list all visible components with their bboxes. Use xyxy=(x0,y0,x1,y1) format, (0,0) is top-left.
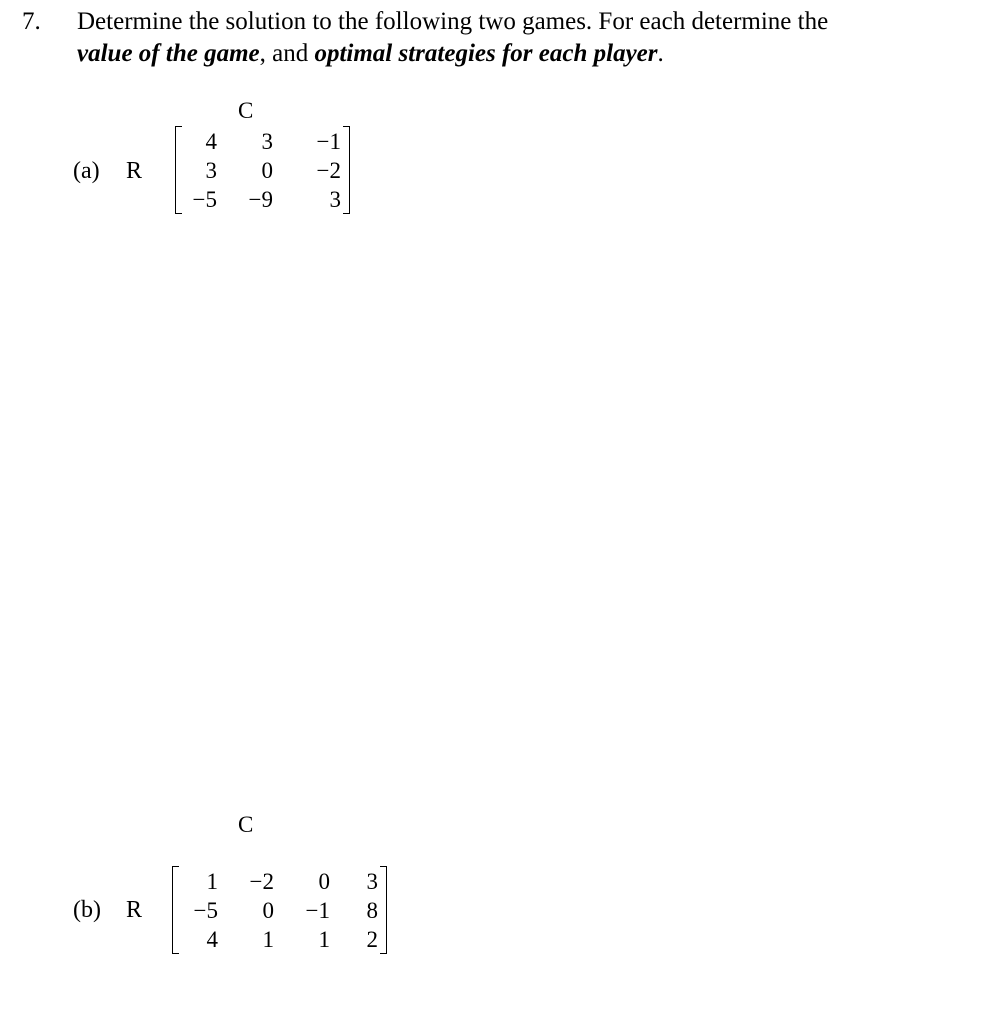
matrix-cell: −9 xyxy=(248,187,273,212)
matrix-cell: 3 xyxy=(329,187,341,212)
game-a-right-bracket xyxy=(343,126,350,214)
matrix-cell: −1 xyxy=(316,129,341,154)
matrix-cell: 3 xyxy=(205,158,217,183)
matrix-cell: −1 xyxy=(305,898,330,923)
game-b-payoff-matrix xyxy=(172,866,387,954)
game-a-row-player-label: R xyxy=(126,158,143,184)
matrix-cell: −2 xyxy=(316,158,341,183)
problem-text-line-2 xyxy=(77,40,664,68)
game-a-payoff-matrix xyxy=(175,126,350,214)
matrix-cell: 4 xyxy=(205,129,217,154)
optimal-strategies-emphasis: optimal strategies for each player xyxy=(314,40,658,67)
game-a-column-player-label: C xyxy=(238,98,254,123)
game-b-right-bracket xyxy=(380,866,387,954)
matrix-cell: 1 xyxy=(206,869,218,894)
matrix-cell: 3 xyxy=(366,869,378,894)
matrix-cell: 4 xyxy=(206,927,218,952)
matrix-cell: 2 xyxy=(366,927,378,952)
matrix-cell: −5 xyxy=(192,187,217,212)
game-b-column-player-label: C xyxy=(238,812,254,837)
matrix-cell: 0 xyxy=(261,158,273,183)
problem-text-line-1: Determine the solution to the following two games. For each determine the xyxy=(77,8,829,35)
matrix-cell: 0 xyxy=(262,898,274,923)
value-of-game-emphasis: value of the game xyxy=(77,40,260,67)
period-text: . xyxy=(657,40,664,67)
matrix-cell: 1 xyxy=(318,927,330,952)
matrix-cell: −2 xyxy=(249,869,274,894)
game-b-row-player-label: R xyxy=(126,897,143,923)
game-b-part-label: (b) xyxy=(73,897,101,923)
matrix-cell: 8 xyxy=(366,898,378,923)
game-a-part-label: (a) xyxy=(73,158,100,184)
matrix-cell: 0 xyxy=(318,869,330,894)
connector-text: , and xyxy=(259,40,315,67)
matrix-cell: 1 xyxy=(262,927,274,952)
problem-number: 7. xyxy=(22,8,41,35)
matrix-cell: −5 xyxy=(193,898,218,923)
matrix-cell: 3 xyxy=(261,129,273,154)
